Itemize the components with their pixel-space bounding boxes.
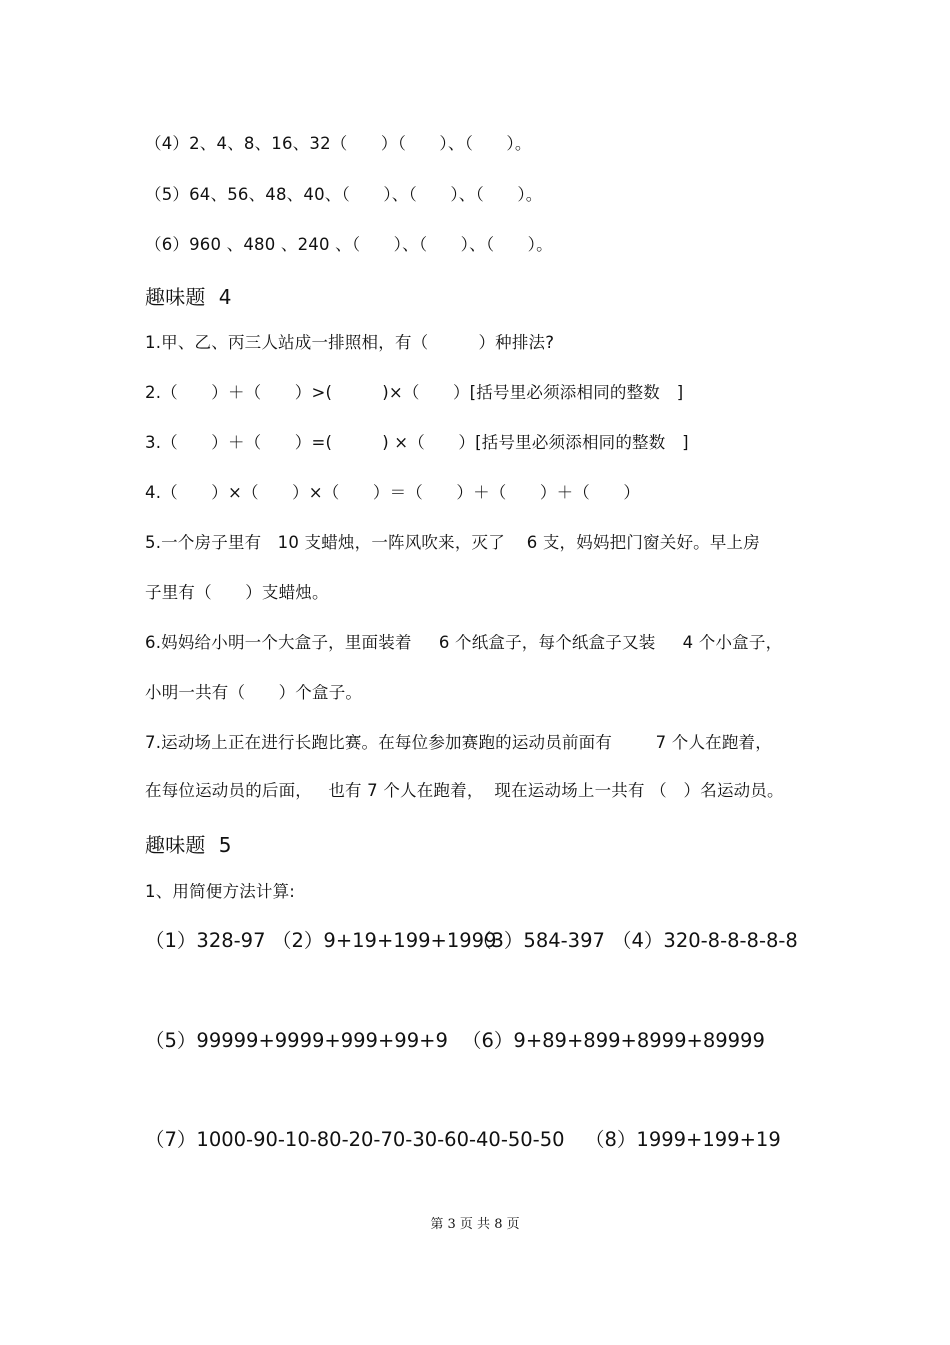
- sequence-item-4: （4）2、4、8、16、32（ ）（ ）、（ ）。: [145, 134, 532, 153]
- problem-4-6-line1: 6.妈妈给小明一个大盒子，里面装着 6 个纸盒子，每个纸盒子又装 4 个小盒子，: [145, 633, 783, 652]
- problem-4-5-line2: 子里有（ ）支蜡烛。: [145, 583, 329, 602]
- page-footer: 第 3 页 共 8 页: [430, 1217, 520, 1232]
- calc-problem-7: （7）1000-90-10-80-20-70-30-60-40-50-50: [145, 1128, 565, 1151]
- calc-problem-6: （6）9+89+899+8999+89999: [462, 1029, 765, 1052]
- calc-problem-5: （5）99999+9999+999+99+9: [145, 1029, 448, 1052]
- sequence-item-6: （6）960 、480 、240 、（ ）、（ ）、（ ）。: [145, 235, 553, 254]
- sequence-item-5: （5）64、56、48、40、（ ）、（ ）、（ ）。: [145, 185, 543, 204]
- section-4-title: 趣味题 4: [145, 285, 232, 309]
- calc-problem-8: （8）1999+199+19: [585, 1128, 781, 1151]
- problem-4-7-line2: 在每位运动员的后面， 也有 7 个人在跑着， 现在运动场上一共有 （ ）名运动员。: [145, 781, 784, 800]
- problem-4-3: 3.（ ）＋（ ）=( ) ×（ ）[括号里必须添相同的整数 ]: [145, 433, 689, 452]
- problem-4-4: 4.（ ）×（ ）×（ ）＝（ ）＋（ ）＋（ ）: [145, 483, 641, 502]
- problem-4-5-line1: 5.一个房子里有 10 支蜡烛，一阵风吹来，灭了 6 支，妈妈把门窗关好。早上房: [145, 533, 760, 552]
- problem-4-7-line1: 7.运动场上正在进行长跑比赛。在每位参加赛跑的运动员前面有 7 个人在跑着，: [145, 733, 772, 752]
- calc-problem-1: （1）328-97: [145, 929, 266, 952]
- problem-4-2: 2.（ ）＋（ ）>( )×（ ）[括号里必须添相同的整数 ]: [145, 383, 684, 402]
- problem-4-1: 1.甲、乙、丙三人站成一排照相，有（ ）种排法?: [145, 333, 555, 352]
- calc-problem-2: （2）9+19+199+1999: [272, 929, 497, 952]
- section-5-intro: 1、用简便方法计算:: [145, 882, 296, 901]
- calc-problem-4: （4）320-8-8-8-8-8: [612, 929, 798, 952]
- section-5-title: 趣味题 5: [145, 833, 232, 857]
- problem-4-6-line2: 小明一共有（ ）个盒子。: [145, 683, 363, 702]
- calc-problem-3: （3）584-397: [472, 929, 605, 952]
